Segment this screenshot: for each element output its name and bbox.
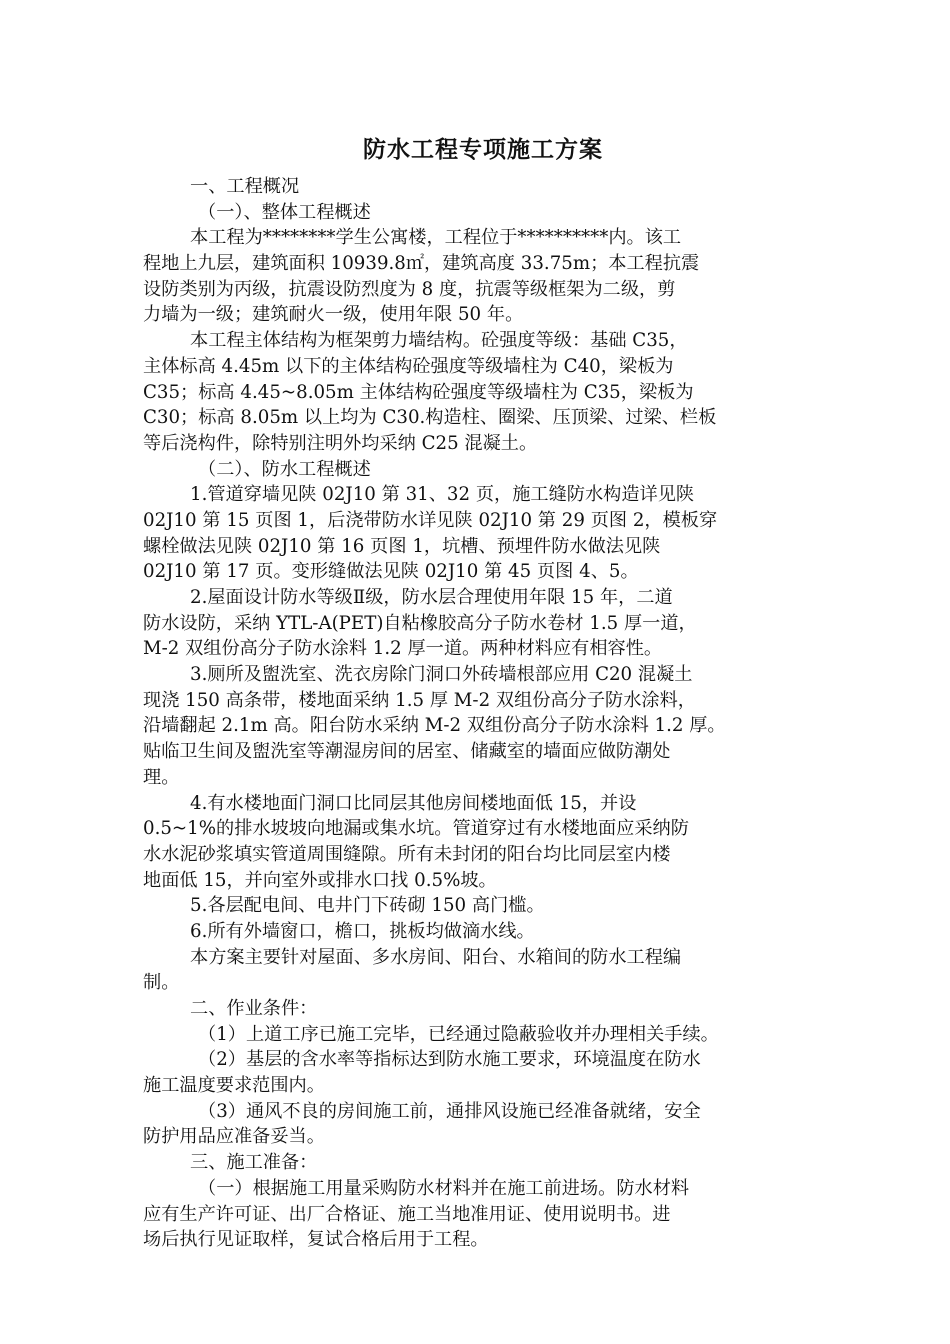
body-text-line: 应有生产许可证、出厂合格证、施工当地准用证、使用说明书。进 <box>143 1203 671 1225</box>
body-text-line: 理。 <box>143 766 180 788</box>
body-text-line: 02J10 第 17 页。变形缝做法见陕 02J10 第 45 页图 4、5。 <box>143 561 639 583</box>
document-body <box>143 174 823 1253</box>
body-text-line: C30；标高 8.05m 以上均为 C30.构造柱、圈梁、压顶梁、过梁、栏板 <box>143 407 717 429</box>
body-text-line: 防护用品应准备妥当。 <box>143 1126 325 1148</box>
body-text-line: 地面低 15，并向室外或排水口找 0.5%坡。 <box>143 869 497 891</box>
body-text-line: 1.管道穿墙见陕 02J10 第 31、32 页，施工缝防水构造详见陕 <box>190 484 695 506</box>
body-text-line: 设防类别为丙级，抗震设防烈度为 8 度，抗震等级框架为二级，剪 <box>143 278 676 300</box>
body-text-line: 主体标高 4.45m 以下的主体结构砼强度等级墙柱为 C40，梁板为 <box>143 355 674 377</box>
document-title: 防水工程专项施工方案 <box>363 137 603 163</box>
body-text-line: 4.有水楼地面门洞口比同层其他房间楼地面低 15，并设 <box>190 792 637 814</box>
document-page <box>143 132 823 1253</box>
body-text-line: 水水泥砂浆填实管道周围缝隙。所有未封闭的阳台均比同层室内楼 <box>143 843 671 865</box>
body-text-line: （1）上道工序已施工完毕，已经通过隐蔽验收并办理相关手续。 <box>198 1023 719 1045</box>
body-text-line: 3.厕所及盥洗室、洗衣房除门洞口外砖墙根部应用 C20 混凝土 <box>190 664 693 686</box>
body-text-line: 本工程为********学生公寓楼，工程位于**********内。该工 <box>190 227 682 249</box>
body-text-line: 02J10 第 15 页图 1，后浇带防水详见陕 02J10 第 29 页图 2，模板穿 <box>143 509 718 531</box>
body-text-line: 0.5~1%的排水坡坡向地漏或集水坑。管道穿过有水楼地面应采纳防 <box>143 818 689 840</box>
body-text-line: 防水设防，采纳 YTL-A(PET)自粘橡胶高分子防水卷材 1.5 厚一道， <box>143 612 697 634</box>
body-text-line: 螺栓做法见陕 02J10 第 16 页图 1，坑槽、预埋件防水做法见陕 <box>143 535 661 557</box>
body-text-line: 贴临卫生间及盥洗室等潮湿房间的居室、储藏室的墙面应做防潮处 <box>143 741 671 763</box>
body-text-line: 现浇 150 高条带，楼地面采纳 1.5 厚 M-2 双组份高分子防水涂料， <box>143 689 696 711</box>
body-text-line: 场后执行见证取样，复试合格后用于工程。 <box>143 1229 489 1251</box>
body-text-line: 力墙为一级；建筑耐火一级，使用年限 50 年。 <box>143 304 524 326</box>
body-text-line: 沿墙翻起 2.1m 高。阳台防水采纳 M-2 双组份高分子防水涂料 1.2 厚。 <box>143 715 726 737</box>
body-text-line: （2）基层的含水率等指标达到防水施工要求，环境温度在防水 <box>198 1049 701 1071</box>
body-text-line: 2.屋面设计防水等级Ⅱ级，防水层合理使用年限 15 年，二道 <box>190 587 673 608</box>
body-text-line: （二）、防水工程概述 <box>198 458 371 480</box>
body-text-line: 程地上九层，建筑面积 10939.8㎡，建筑高度 33.75m；本工程抗震 <box>143 253 700 275</box>
body-text-line: 一、工程概况 <box>190 176 300 197</box>
body-text-line: 本工程主体结构为框架剪力墙结构。砼强度等级：基础 C35， <box>190 330 688 352</box>
body-text-line: （3）通风不良的房间施工前，通排风设施已经准备就绪，安全 <box>198 1100 701 1122</box>
body-text-line: 施工温度要求范围内。 <box>143 1075 325 1097</box>
body-text-line: 二、作业条件： <box>190 998 318 1019</box>
body-text-line: 制。 <box>143 972 180 994</box>
body-text-line: （一）根据施工用量采购防水材料并在施工前进场。防水材料 <box>198 1177 690 1199</box>
body-text-line: （一）、整体工程概述 <box>198 201 371 223</box>
body-text-line: 等后浇构件，除特别注明外均采纳 C25 混凝土。 <box>143 432 538 454</box>
body-text-line: 6.所有外墙窗口，檐口，挑板均做滴水线。 <box>190 920 535 942</box>
body-text-line: M-2 双组份高分子防水涂料 1.2 厚一道。两种材料应有相容性。 <box>143 638 663 660</box>
body-text-line: 三、施工准备： <box>190 1152 318 1174</box>
body-text-line: C35；标高 4.45~8.05m 主体结构砼强度等级墙柱为 C35，梁板为 <box>143 381 694 403</box>
body-text-line: 5.各层配电间、电井门下砖砌 150 高门槛。 <box>190 895 545 917</box>
body-text-line: 本方案主要针对屋面、多水房间、阳台、水箱间的防水工程编 <box>190 946 682 968</box>
